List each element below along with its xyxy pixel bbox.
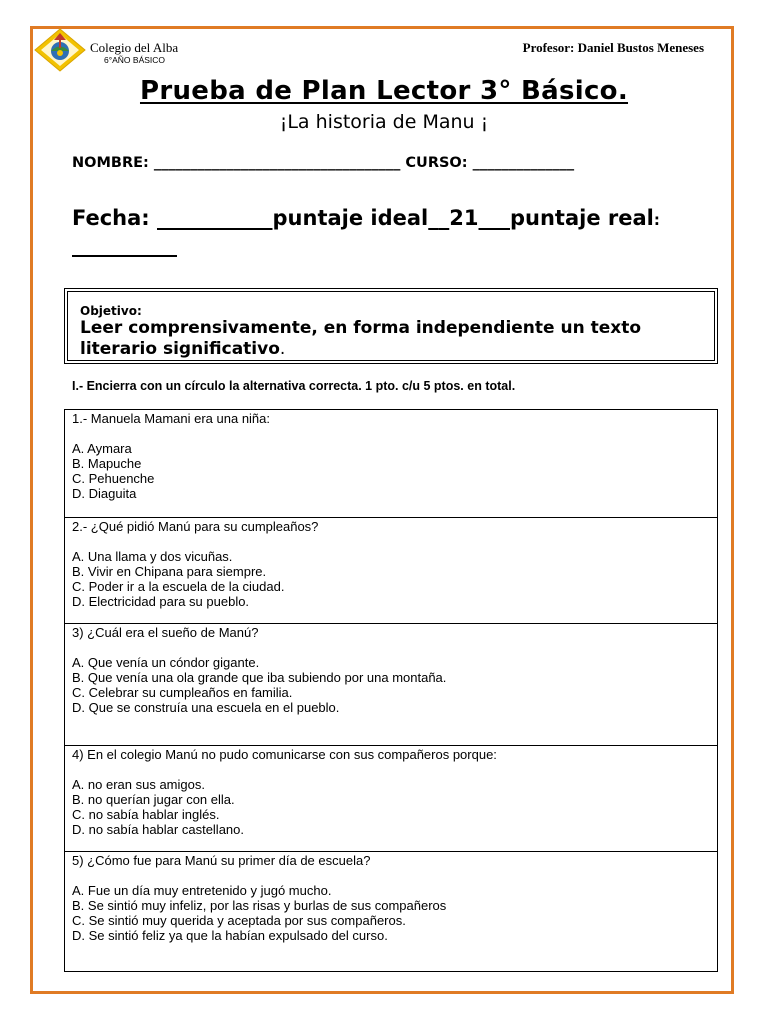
option-b[interactable]: B. Que venía una ola grande que iba subiendo por una montaña. [72,670,447,685]
date-score-label: Fecha: ___________puntaje ideal__21___puntaje real [72,206,654,230]
objective-body: Leer comprensivamente, en forma independiente un texto literario significativo [80,318,642,359]
question-text: 1.- Manuela Mamani era una niña: [72,411,271,426]
option-d[interactable]: D. Que se construía una escuela en el pueblo. [72,700,340,715]
question-text: 4) En el colegio Manú no pudo comunicarse con sus compañeros porque: [72,747,497,762]
options-list [72,883,717,943]
option-b[interactable]: B. Mapuche [72,456,142,471]
objective-end: . [279,339,286,359]
options-list [72,549,717,609]
page-title: Prueba de Plan Lector 3° Básico. [139,76,629,106]
question-text: 2.- ¿Qué pidió Manú para su cumpleaños? [72,519,319,534]
question-cell-5 [65,851,717,971]
option-b[interactable]: B. Vivir en Chipana para siempre. [72,564,267,579]
option-c[interactable]: C. Celebrar su cumpleaños en familia. [72,685,293,700]
options-list [72,655,717,715]
options-list [72,777,717,837]
instructions: I.- Encierra con un círculo la alternativa correcta. 1 pto. c/u 5 ptos. en total. [72,379,516,393]
option-a[interactable]: A. Fue un día muy entretenido y jugó mucho. [72,883,332,898]
page-subtitle: ¡La historia de Manu ¡ [279,111,489,133]
options-list [72,441,717,501]
option-d[interactable]: D. no sabía hablar castellano. [72,822,244,837]
option-a[interactable]: A. Que venía un cóndor gigante. [72,655,260,670]
objective-text [80,318,702,360]
objective-box [64,288,718,364]
option-a[interactable]: A. no eran sus amigos. [72,777,205,792]
option-c[interactable]: C. Pehuenche [72,471,155,486]
name-course-field[interactable]: NOMBRE: __________________________________ CURSO: ______________ [72,155,575,171]
objective-inner [67,291,715,361]
option-c[interactable]: C. Poder ir a la escuela de la ciudad. [72,579,285,594]
option-c[interactable]: C. Se sintió muy querida y aceptada por sus compañeros. [72,913,406,928]
option-d[interactable]: D. Diaguita [72,486,137,501]
option-b[interactable]: B. no querían jugar con ella. [72,792,235,807]
real-score-blank: __________ [72,233,177,257]
question-cell-4 [65,745,717,851]
option-b[interactable]: B. Se sintió muy infeliz, por las risas y burlas de sus compañeros [72,898,447,913]
question-cell-3 [65,623,717,745]
question-text: 5) ¿Cómo fue para Manú su primer día de escuela? [72,853,371,868]
school-name: Colegio del Alba [90,40,179,55]
teacher-name: Profesor: Daniel Bustos Meneses [522,40,704,55]
option-a[interactable]: A. Aymara [72,441,132,456]
option-d[interactable]: D. Se sintió feliz ya que la habían expulsado del curso. [72,928,388,943]
option-c[interactable]: C. no sabía hablar inglés. [72,807,220,822]
questions-table [64,409,718,972]
question-cell-2 [65,517,717,623]
date-score-colon: : [653,211,660,229]
school-grade: 6°AÑO BÁSICO [104,55,166,65]
question-cell-1 [65,410,717,517]
objective-label: Objetivo: [80,304,142,318]
option-d[interactable]: D. Electricidad para su pueblo. [72,594,250,609]
question-text: 3) ¿Cuál era el sueño de Manú? [72,625,259,640]
school-crest-icon [34,28,86,72]
date-score-field[interactable] [72,206,732,258]
option-a[interactable]: A. Una llama y dos vicuñas. [72,549,233,564]
